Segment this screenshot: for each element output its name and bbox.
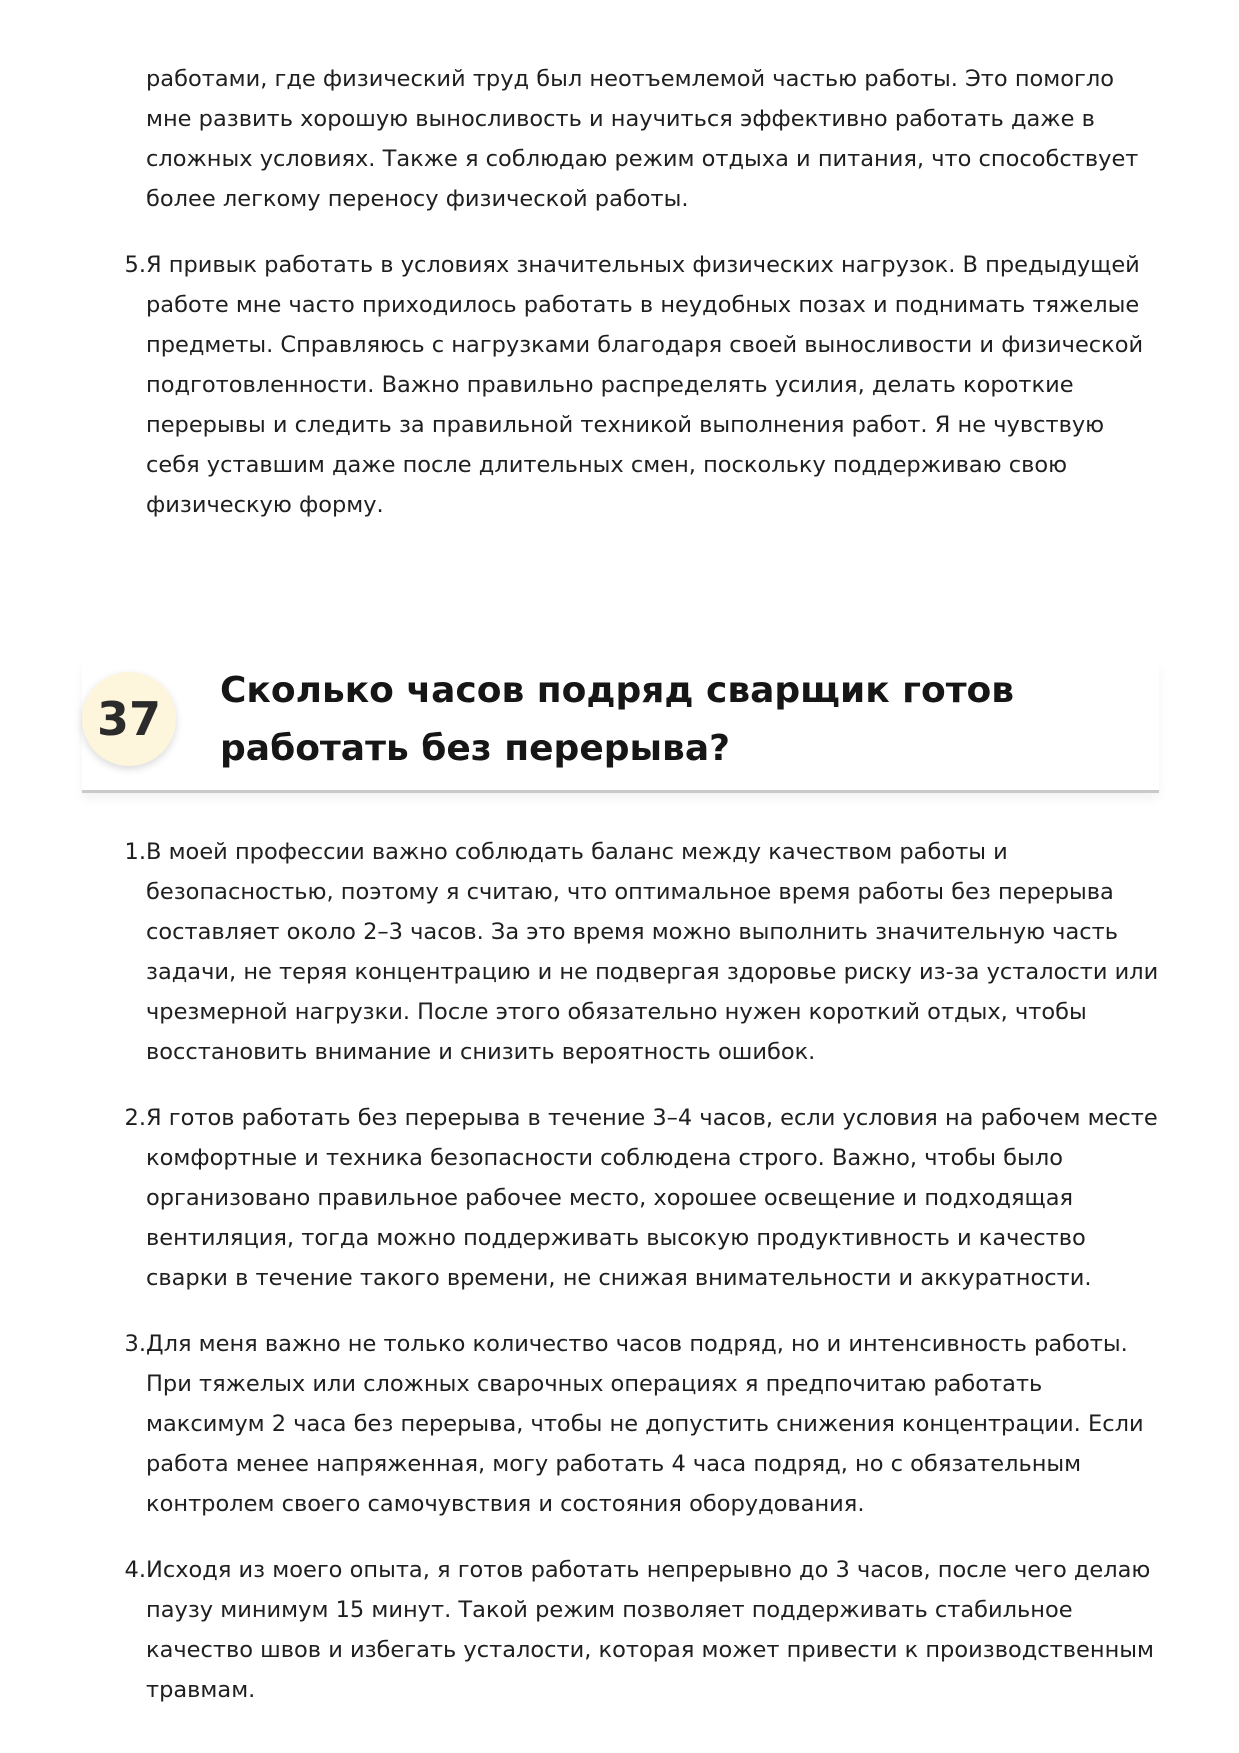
list-item-text: Я готов работать без перерыва в течение 3–4 часов, если условия на рабочем месте комфортные и техника безопасности соблюдена строго. Важно, чтобы было организовано правильное рабочее место, хорошее освещение и подходящая вентиляция, тогда можно поддерживать высокую продуктивность и качество сварки в течение такого времени, не снижая внимательности и аккуратности. [146, 1105, 1158, 1291]
section-title: Сколько часов подряд сварщик готов работать без перерыва? [220, 670, 1015, 769]
list-item-number: 3. [124, 1331, 146, 1357]
list-item-text: Исходя из моего опыта, я готов работать непрерывно до 3 часов, после чего делаю паузу минимум 15 минут. Такой режим позволяет поддерживать стабильное качество швов и избегать усталости, которая может привести к производственным травмам. [146, 1557, 1155, 1703]
list-item-text: В моей профессии важно соблюдать баланс между качеством работы и безопасностью, поэтому я считаю, что оптимальное время работы без перерыва составляет около 2–3 часов. За это время можно выполнить значительную часть задачи, не теряя концентрацию и не подвергая здоровье риску из-за усталости или чрезмерной нагрузки. После этого обязательно нужен короткий отдых, чтобы восстановить внимание и снизить вероятность ошибок. [146, 839, 1159, 1065]
list-item-number: 4. [124, 1557, 146, 1583]
section-number-badge: 37 [82, 672, 176, 766]
list-item-text: Я привык работать в условиях значительных физических нагрузок. В предыдущей работе мне часто приходилось работать в неудобных позах и поднимать тяжелые предметы. Справляюсь с нагрузками благодаря своей выносливости и физической подготовленности. Важно правильно распределять усилия, делать короткие перерывы и следить за правильной техникой выполнения работ. Я не чувствую себя уставшим даже после длительных смен, поскольку поддерживаю свою физическую форму. [146, 252, 1144, 518]
continuation-paragraph: работами, где физический труд был неотъемлемой частью работы. Это помогло мне развить хорошую выносливость и научиться эффективно работать даже в сложных условиях. Также я соблюдаю режим отдыха и питания, что способствует более легкому переносу физической работы. [146, 66, 1139, 212]
section-header [82, 662, 1159, 793]
list-item-text: Для меня важно не только количество часов подряд, но и интенсивность работы. При тяжелых или сложных сварочных операциях я предпочитаю работать максимум 2 часа без перерыва, чтобы не допустить снижения концентрации. Если работа менее напряженная, могу работать 4 часа подряд, но с обязательным контролем своего самочувствия и состояния оборудования. [146, 1331, 1144, 1517]
list-item-number: 2. [124, 1105, 146, 1131]
list-item-number: 1. [124, 839, 146, 865]
list-item-number: 5. [124, 252, 146, 278]
